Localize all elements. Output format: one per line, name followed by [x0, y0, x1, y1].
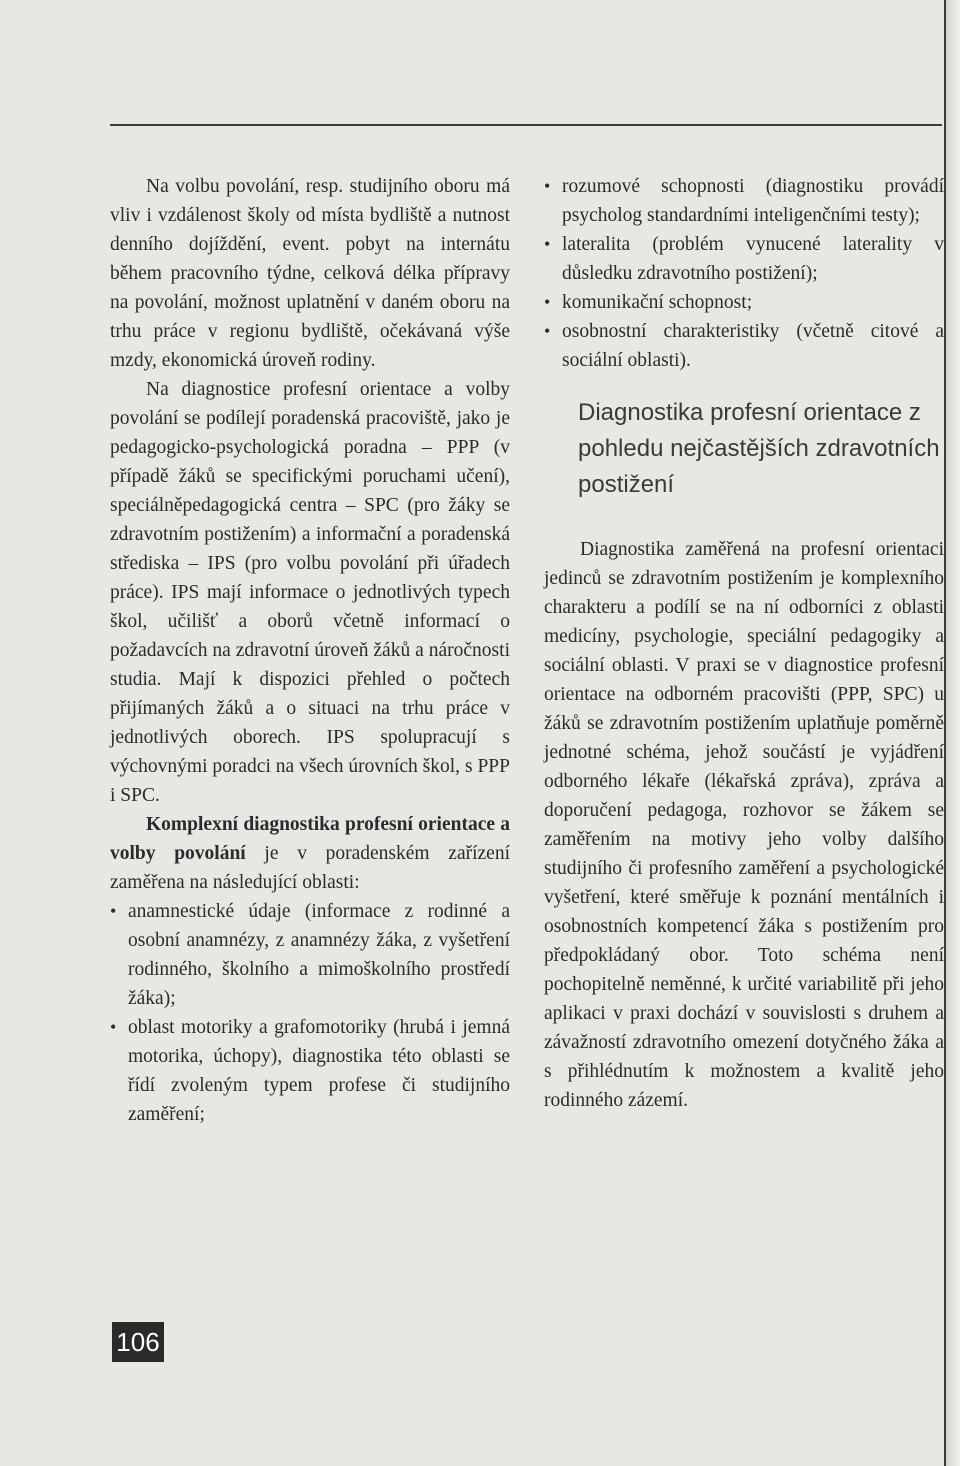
right-column: [544, 172, 944, 1115]
paragraph-complex-diagnostics: [110, 810, 510, 897]
list-item: • oblast motoriky a grafomotoriky (hrubá i jemná motorika, úchopy), diagnostika této oblasti se řídí zvoleným typem profese či studijního zaměření;: [110, 1013, 510, 1129]
left-column: [110, 172, 510, 1129]
page-number: 106: [112, 1322, 164, 1362]
section-heading: Diagnostika profesní orientace z pohledu nejčastějších zdravotních postižení: [578, 399, 940, 498]
areas-list-left: [110, 897, 510, 1129]
paragraph-career-choice-factors: Na volbu povolání, resp. studijního oboru má vliv i vzdálenost školy od místa bydliště a nutnost denního dojíždění, event. pobyt na internátu během pracovního týdne, celková délka přípravy na povolání, možnost uplatnění v daném oboru na trhu práce v regionu bydliště, očekávaná výše mzdy, ekonomická úroveň rodiny.: [110, 176, 510, 371]
paragraph-text: je v poradenském zařízení zaměřena na následující oblasti:: [110, 843, 510, 893]
list-item: • lateralita (problém vynucené laterality v důsledku zdravotního postižení);: [544, 230, 944, 288]
list-item: • osobnostní charakteristiky (včetně citové a sociální oblasti).: [544, 317, 944, 375]
paragraph-disability-diagnostics: Diagnostika zaměřená na profesní orientaci jedinců se zdravotním postižením je komplexního charakteru a podílí se na ní odborníci z oblasti medicíny, psychologie, speciální pedagogiky a sociální oblasti. V praxi se v diagnostice profesní orientace na odborném pracovišti (PPP, SPC) u žáků se zdravotním postižením uplatňuje poměrně jednotné schéma, jehož součástí je vyjádření odborného lékaře (lékařská zpráva), zpráva a doporučení pedagoga, rozhovor se žákem se zaměřením na motivy jeho volby dalšího studijního či profesního zaměření a psychologické vyšetření, které směřuje k poznání mentálních i osobnostních kompetencí žáka s postižením pro předpokládaný obor. Toto schéma není pochopitelně neměnné, k určité variabilitě při jeho aplikaci v praxi dochází v souvislosti s druhem a závažností zdravotního omezení dotyčného žáka a s přihlédnutím k možnostem a kvalitě jeho rodinného zázemí.: [544, 539, 944, 1111]
paragraph-counselling-centres: Na diagnostice profesní orientace a volby povolání se podílejí poradenská pracoviště, jako je pedagogicko-psychologická poradna – PPP (v případě žáků se specifickými poruchami učení), speciálněpedagogická centra – SPC (pro žáky se zdravotním postižením) a informační a poradenská střediska – IPS (pro volbu povolání při úřadech práce). IPS mají informace o jednotlivých typech škol, učilišť a oborů včetně informací o požadavcích na zdravotní úroveň žáků a náročnosti studia. Mají k dispozici přehled o počtech přijímaných žáků a o situaci na trhu práce v jednotlivých oborech. IPS spolupracují s výchovnými poradci na všech úrovních škol, s PPP i SPC.: [110, 379, 510, 806]
bold-term: Komplexní diagnostika profesní orientace a volby povolání: [110, 814, 510, 864]
areas-list-right: [544, 172, 944, 375]
list-item: • rozumové schopnosti (diagnostiku provádí psycholog standardními inteligenčními testy);: [544, 172, 944, 230]
page-edge: [944, 0, 960, 1466]
header-rule: [110, 124, 942, 126]
list-item: • komunikační schopnost;: [544, 288, 944, 317]
list-item: • anamnestické údaje (informace z rodinné a osobní anamnézy, z anamnézy žáka, z vyšetření rodinného, školního a mimoškolního prostředí žáka);: [110, 897, 510, 1013]
